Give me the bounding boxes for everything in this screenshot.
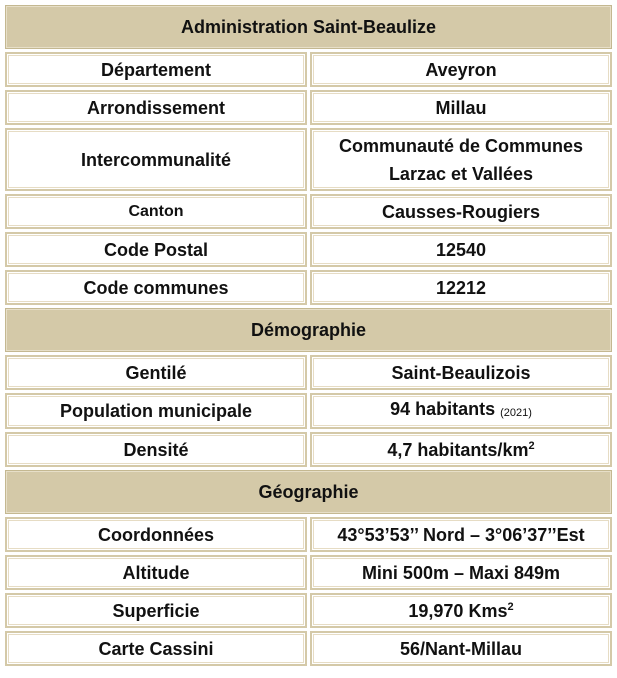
row-label-code-communes: Code communes: [5, 270, 307, 305]
densite-value: 4,7 habitants/km: [387, 439, 529, 460]
intercommunalite-line-1: Communauté de Communes: [338, 135, 584, 156]
table-row: [5, 355, 612, 390]
row-label-gentile: Gentilé: [5, 355, 307, 390]
row-value-carte-cassini: 56/Nant-Millau: [310, 631, 612, 666]
table-row: [5, 270, 612, 305]
row-label-altitude: Altitude: [5, 555, 307, 590]
row-value-arrondissement: Millau: [310, 90, 612, 125]
row-value-code-communes: 12212: [310, 270, 612, 305]
row-label-superficie: Superficie: [5, 593, 307, 628]
table-row: [5, 194, 612, 229]
row-value-departement: Aveyron: [310, 52, 612, 87]
intercommunalite-line-2: Larzac et Vallées: [388, 163, 534, 184]
row-value-population: [310, 393, 612, 429]
row-label-densite: Densité: [5, 432, 307, 467]
row-label-intercommunalite: Intercommunalité: [5, 128, 307, 191]
section-header-row: [5, 5, 612, 49]
row-label-departement: Département: [5, 52, 307, 87]
row-value-intercommunalite: [310, 128, 612, 191]
section-title-administration: Administration Saint-Beaulize: [5, 5, 612, 49]
superficie-exponent: 2: [507, 600, 514, 613]
section-title-geographie: Géographie: [5, 470, 612, 514]
densite-exponent: 2: [528, 439, 535, 452]
table-row: [5, 555, 612, 590]
row-value-densite: [310, 432, 612, 467]
row-value-code-postal: 12540: [310, 232, 612, 267]
row-label-code-postal: Code Postal: [5, 232, 307, 267]
table-row: [5, 90, 612, 125]
row-label-arrondissement: Arrondissement: [5, 90, 307, 125]
row-label-canton: Canton: [5, 194, 307, 229]
section-header-row: [5, 308, 612, 352]
table-row: [5, 393, 612, 429]
row-label-carte-cassini: Carte Cassini: [5, 631, 307, 666]
table-row: [5, 232, 612, 267]
table-row: [5, 432, 612, 467]
table-row: [5, 631, 612, 666]
row-value-coordonnees: 43°53’53’’ Nord – 3°06’37’’Est: [310, 517, 612, 552]
section-header-row: [5, 470, 612, 514]
section-title-demographie: Démographie: [5, 308, 612, 352]
row-value-canton: Causses-Rougiers: [310, 194, 612, 229]
table-row: [5, 517, 612, 552]
table-row: [5, 52, 612, 87]
table-row: [5, 593, 612, 628]
row-value-superficie: [310, 593, 612, 628]
population-year-note: (2021): [500, 407, 532, 419]
row-label-coordonnees: Coordonnées: [5, 517, 307, 552]
row-value-altitude: Mini 500m – Maxi 849m: [310, 555, 612, 590]
population-value: 94 habitants: [390, 399, 496, 419]
row-label-population: Population municipale: [5, 393, 307, 429]
row-value-gentile: Saint-Beaulizois: [310, 355, 612, 390]
table-row: [5, 128, 612, 191]
superficie-value: 19,970 Kms: [408, 600, 508, 621]
commune-info-table: [2, 2, 615, 669]
